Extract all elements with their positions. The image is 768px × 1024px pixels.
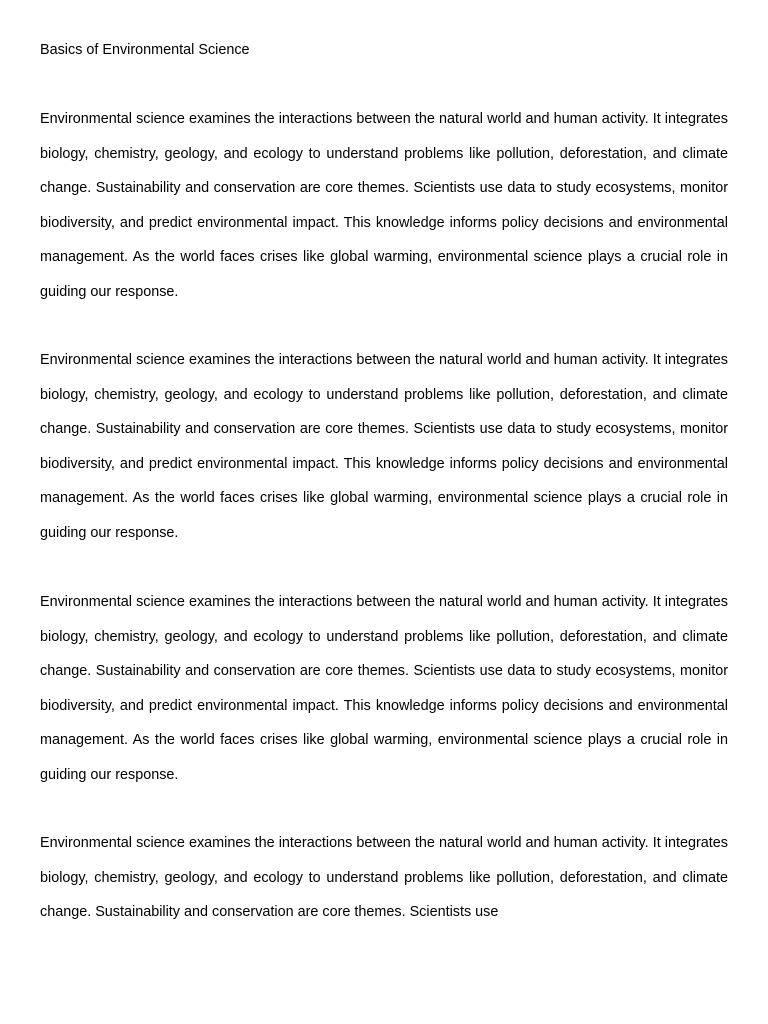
paragraph-1: Environmental science examines the interactions between the natural world and human activity. It integrates biology, chemistry, geology, and ecology to understand problems like pollution, deforestation, and climate change. Sustainability and conservation are core themes. Scientists use data to study ecosystems, monitor biodiversity, and predict environmental impact. This knowledge informs policy decisions and environmental management. As the world faces crises like global warming, environmental science plays a crucial role in guiding our response. bbox=[40, 111, 728, 300]
paragraph-3: Environmental science examines the interactions between the natural world and human activity. It integrates biology, chemistry, geology, and ecology to understand problems like pollution, deforestation, and climate change. Sustainability and conservation are core themes. Scientists use data to study ecosystems, monitor biodiversity, and predict environmental impact. This knowledge informs policy decisions and environmental management. As the world faces crises like global warming, environmental science plays a crucial role in guiding our response. bbox=[40, 594, 728, 783]
paragraph-2: Environmental science examines the interactions between the natural world and human activity. It integrates biology, chemistry, geology, and ecology to understand problems like pollution, deforestation, and climate change. Sustainability and conservation are core themes. Scientists use data to study ecosystems, monitor biodiversity, and predict environmental impact. This knowledge informs policy decisions and environmental management. As the world faces crises like global warming, environmental science plays a crucial role in guiding our response. bbox=[40, 352, 728, 541]
document-page bbox=[40, 40, 728, 921]
paragraph-4: Environmental science examines the interactions between the natural world and human activity. It integrates biology, chemistry, geology, and ecology to understand problems like pollution, deforestation, and climate change. Sustainability and conservation are core themes. Scientists use bbox=[40, 835, 728, 921]
document-title: Basics of Environmental Science bbox=[40, 42, 250, 58]
